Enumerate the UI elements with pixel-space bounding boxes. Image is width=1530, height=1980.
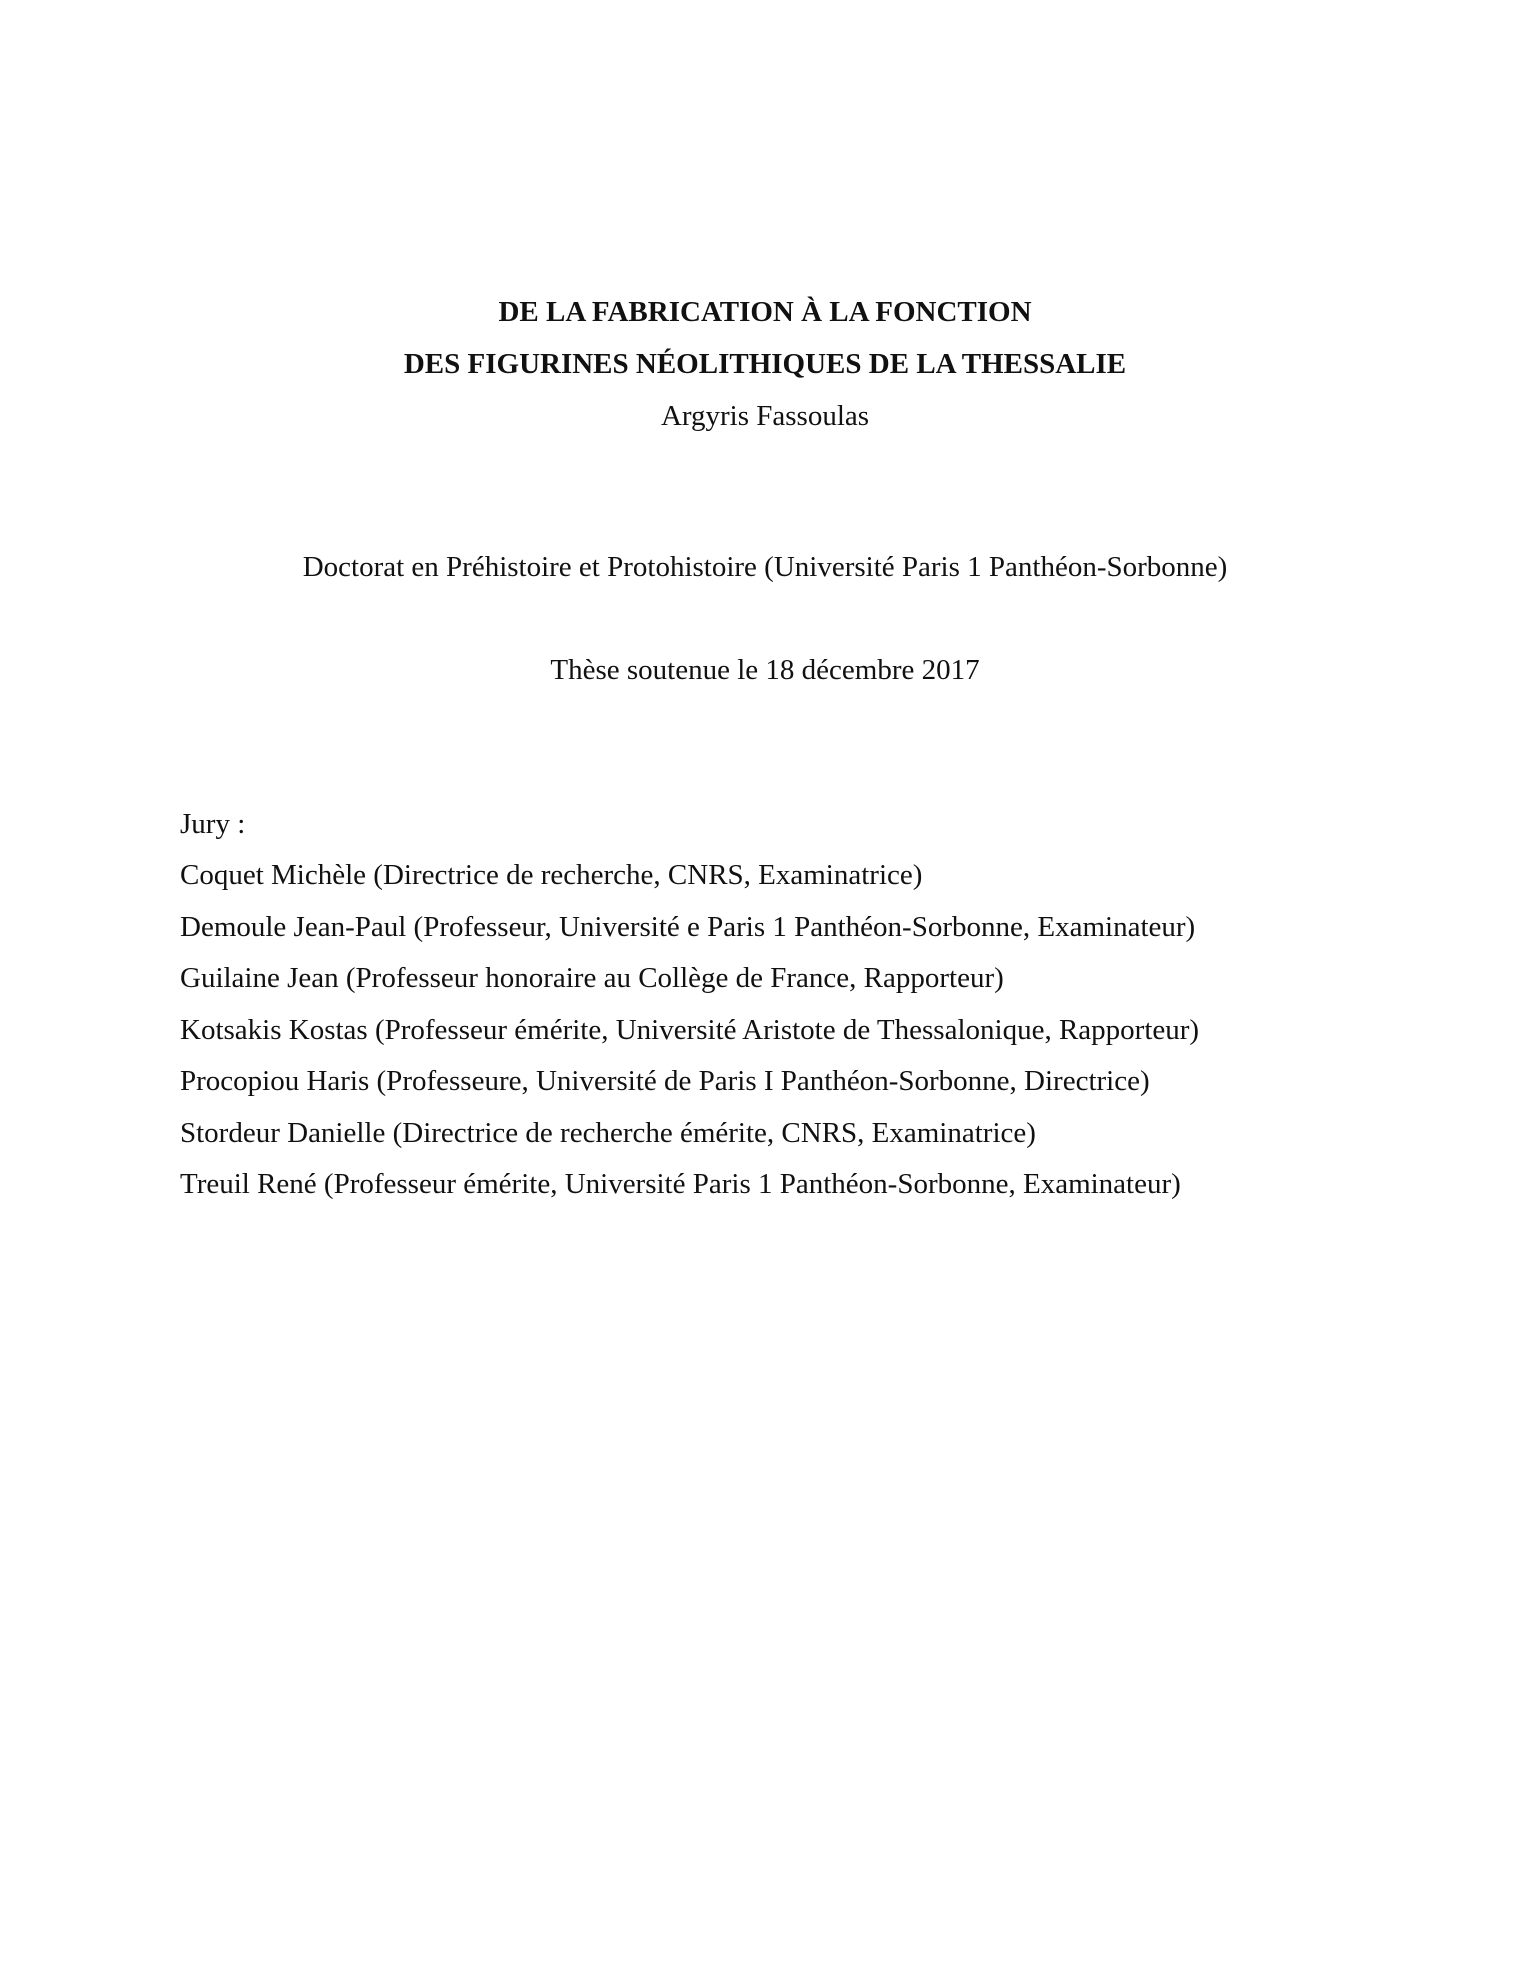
thesis-title-line-2: DES FIGURINES NÉOLITHIQUES DE LA THESSALIE (403, 348, 1127, 380)
jury-label: Jury : (180, 808, 246, 840)
jury-member: Stordeur Danielle (Directrice de recherche émérite, CNRS, Examinatrice) (180, 1116, 1036, 1149)
jury-member: Treuil René (Professeur émérite, Université Paris 1 Panthéon-Sorbonne, Examinateur) (180, 1168, 1181, 1200)
jury-member: Guilaine Jean (Professeur honoraire au Collège de France, Rapporteur) (180, 962, 1004, 994)
jury-member: Kotsakis Kostas (Professeur émérite, Université Aristote de Thessalonique, Rapporteur) (180, 1013, 1200, 1046)
jury-list (180, 850, 1380, 1211)
jury-section (180, 798, 1380, 1211)
degree-line: Doctorat en Préhistoire et Protohistoire (Université Paris 1 Panthéon-Sorbonne) (302, 551, 1228, 583)
jury-member: Demoule Jean-Paul (Professeur, Université e Paris 1 Panthéon-Sorbonne, Examinateur) (180, 910, 1196, 943)
title-block (0, 286, 1530, 442)
thesis-title-line-1: DE LA FABRICATION À LA FONCTION (498, 296, 1032, 328)
defense-date-line: Thèse soutenue le 18 décembre 2017 (550, 654, 980, 686)
author-name: Argyris Fassoulas (660, 400, 870, 432)
jury-member: Coquet Michèle (Directrice de recherche, CNRS, Examinatrice) (180, 859, 923, 891)
jury-member: Procopiou Haris (Professeure, Université de Paris I Panthéon-Sorbonne, Directrice) (180, 1065, 1150, 1097)
